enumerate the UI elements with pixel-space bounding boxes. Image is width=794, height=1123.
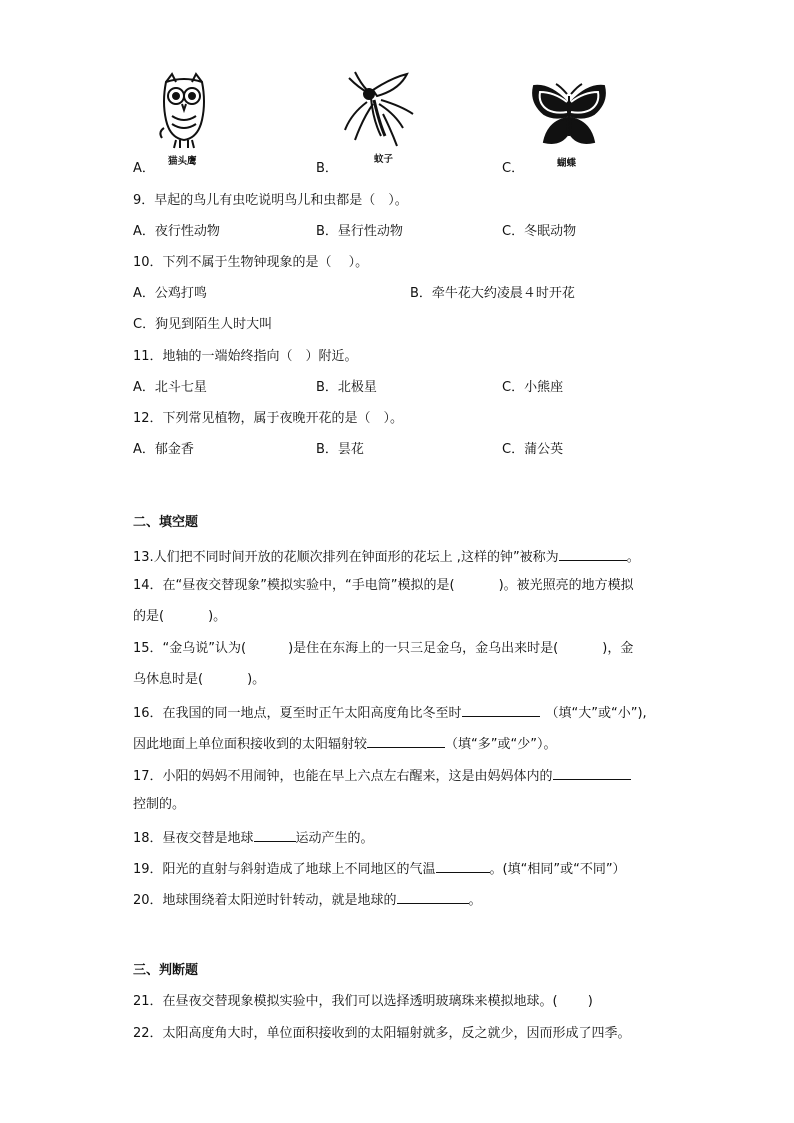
section-3-heading: 三、判断题 [133,963,199,978]
question-16-line-1: 16．在我国的同一地点，夏至时正午太阳高度角比冬至时 （填“大”或“小”), [133,702,647,723]
question-11-stem: 11．地轴的一端始终指向（ ）附近。 [133,349,358,364]
question-12-option-a: A．郁金香 [133,442,194,457]
butterfly-caption: 蝴蝶 [557,158,577,169]
q16-blank-1[interactable] [462,702,540,717]
q20-blank[interactable] [397,889,469,904]
question-22: 22．太阳高度角大时，单位面积接收到的太阳辐射就多，反之就少，因而形成了四季。 [133,1026,631,1041]
q16-blank-2[interactable] [367,733,445,748]
owl-icon [158,72,210,152]
option-a-letter: A． [133,161,155,176]
question-15-line-2: 乌休息时是( )。 [133,672,266,687]
question-19: 19．阳光的直射与斜射造成了地球上不同地区的气温 。(填“相同”或“不同”） [133,858,626,879]
mosquito-icon [343,70,415,156]
q17-blank[interactable] [553,765,631,780]
question-10-option-c: C．狗见到陌生人时大叫 [133,317,273,332]
question-10-option-a: A．公鸡打鸣 [133,286,207,301]
question-17-line-1: 17．小阳的妈妈不用闹钟，也能在早上六点左右醒来，这是由妈妈体内的 [133,765,631,786]
q13-blank[interactable] [559,546,627,561]
question-17-line-2: 控制的。 [133,797,186,812]
question-11-option-a: A．北斗七星 [133,380,207,395]
question-14-line-2: 的是( )。 [133,609,227,624]
question-18: 18．昼夜交替是地球 运动产生的。 [133,827,374,848]
question-10-stem: 10．下列不属于生物钟现象的是（ ）。 [133,255,369,270]
question-9-option-c: C．冬眠动物 [502,224,577,239]
question-13: 13.人们把不同时间开放的花顺次排列在钟面形的花坛上 ,这样的钟”被称为 。 [133,546,640,567]
question-16-line-2: 因此地面上单位面积接收到的太阳辐射较 （填“多”或“少”）。 [133,733,556,754]
question-9-option-a: A．夜行性动物 [133,224,220,239]
question-14-line-1: 14．在“昼夜交替现象”模拟实验中，“手电筒”模拟的是( )。被光照亮的地方模拟 [133,578,634,593]
question-12-stem: 12．下列常见植物，属于夜晚开花的是（ ）。 [133,411,404,426]
q18-blank[interactable] [254,827,296,842]
question-12-option-c: C．蒲公英 [502,442,564,457]
question-20: 20．地球围绕着太阳逆时针转动，就是地球的 。 [133,889,482,910]
question-9-option-b: B．昼行性动物 [316,224,403,239]
option-b-letter: B． [316,161,338,176]
q19-blank[interactable] [436,858,490,873]
question-11-option-b: B．北极星 [316,380,377,395]
question-10-option-b: B．牵牛花大约凌晨４时开花 [410,286,575,301]
question-15-line-1: 15．“金乌说”认为( )是住在东海上的一只三足金乌，金乌出来时是( )，金 [133,641,634,656]
question-12-option-b: B．昙花 [316,442,364,457]
question-9-stem: 9．早起的鸟儿有虫吃说明鸟儿和虫都是（ ）。 [133,193,408,208]
question-21: 21．在昼夜交替现象模拟实验中，我们可以选择透明玻璃珠来模拟地球。( ) [133,994,593,1009]
owl-caption: 猫头鹰 [168,156,197,167]
option-c-letter: C． [502,161,525,176]
butterfly-icon [530,82,608,148]
question-11-option-c: C．小熊座 [502,380,564,395]
section-2-heading: 二、填空题 [133,515,199,530]
mosquito-caption: 蚊子 [374,154,394,165]
